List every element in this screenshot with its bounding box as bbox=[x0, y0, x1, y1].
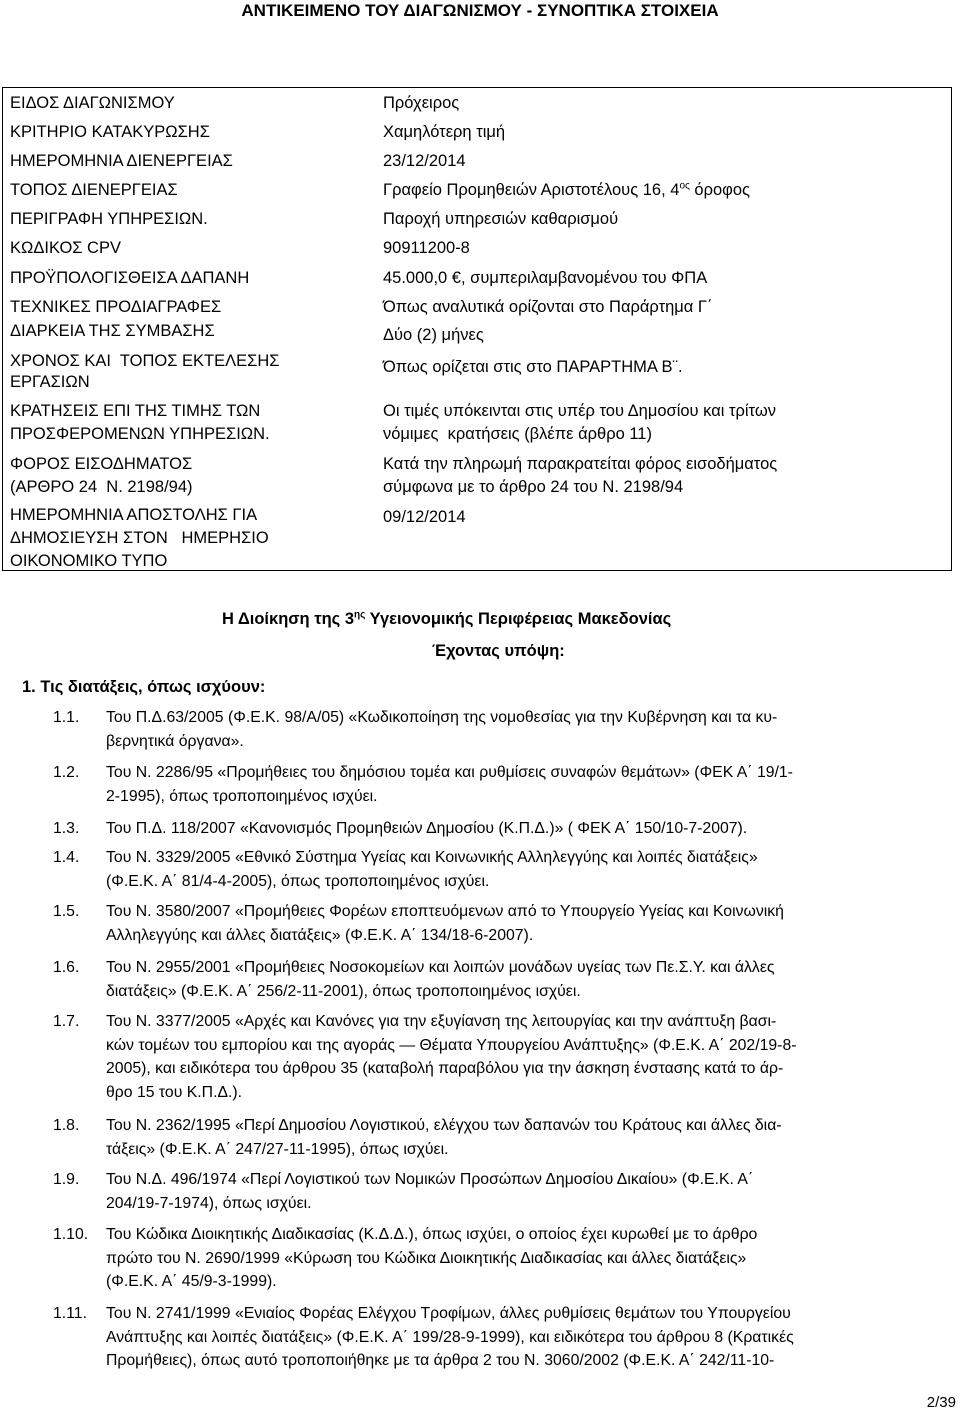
list-item-text: Του Ν. 3377/2005 «Αρχές και Κανόνες για την εξυγίανση της λειτουργίας και την ανάπτυξη βασι- bbox=[106, 1013, 777, 1030]
summary-value: 23/12/2014 bbox=[383, 152, 466, 170]
list-item-number: 1.3. bbox=[53, 820, 80, 837]
summary-label: ΔΗΜΟΣΙΕΥΣΗ ΣΤΟΝ ΗΜΕΡΗΣΙΟ bbox=[10, 529, 269, 547]
list-item-text: πρώτο του Ν. 2690/1999 «Κύρωση του Κώδικα Διοικητικής Διαδικασίας και άλλες διατάξεις» bbox=[106, 1249, 747, 1267]
list-item-text: τάξεις» (Φ.Ε.Κ. Α΄ 247/27-11-1995), όπως ισχύει. bbox=[106, 1140, 449, 1158]
summary-value-tail: όροφος bbox=[689, 181, 750, 199]
list-item-text: Του Ν. 2955/2001 «Προμήθειες Νοσοκομείων και λοιπών μονάδων υγείας των Πε.Σ.Υ. και άλλες bbox=[106, 959, 775, 976]
list-item-text: Αλληλεγγύης και άλλες διατάξεις» (Φ.Ε.Κ. Α΄ 134/18-6-2007). bbox=[106, 926, 534, 944]
summary-value-main: Γραφείο Προμηθειών Αριστοτέλους 16, 4 bbox=[383, 181, 680, 199]
list-item-text: 2005), και ειδικότερα του άρθρου 35 (καταβολή παραβόλου για την άσκηση ένστασης κατά το άρ- bbox=[106, 1060, 784, 1077]
list-item-text: Του Ν. 3580/2007 «Προμήθειες Φορέων εποπτευόμενων από το Υπουργείο Υγείας και Κοινωνική bbox=[106, 903, 784, 920]
summary-value: 45.000,0 €, συμπεριλαμβανομένου του ΦΠΑ bbox=[383, 269, 708, 287]
list-item-text: Του Ν. 3329/2005 «Εθνικό Σύστημα Υγείας και Κοινωνικής Αλληλεγγύης και λοιπές διατάξεις» bbox=[106, 849, 758, 866]
summary-label: ΚΡΙΤΗΡΙΟ ΚΑΤΑΚΥΡΩΣΗΣ bbox=[10, 123, 210, 141]
list-item-text: (Φ.Ε.Κ. Α΄ 45/9-3-1999). bbox=[106, 1273, 277, 1290]
list-item-text: Του Ν. 2362/1995 «Περί Δημοσίου Λογιστικού, ελέγχου των δαπανών του Κράτους και άλλες δια- bbox=[106, 1117, 782, 1134]
list-item-number: 1.9. bbox=[53, 1171, 80, 1188]
summary-label: ΤΟΠΟΣ ΔΙΕΝΕΡΓΕΙΑΣ bbox=[10, 181, 178, 199]
list-item-text: Προμήθειες), όπως αυτό τροποποιήθηκε με τα άρθρα 2 του Ν. 3060/2002 (Φ.Ε.Κ. Α΄ 242/11-10- bbox=[106, 1352, 775, 1369]
list-item-text: Του Π.Δ. 118/2007 «Κανονισμός Προμηθειών Δημοσίου (Κ.Π.Δ.)» ( ΦΕΚ Α΄ 150/10-7-2007). bbox=[106, 820, 748, 837]
list-item-text: κών τομέων του εμπορίου και της αγοράς — Θέματα Υπουργείου Ανάπτυξης» (Φ.Ε.Κ. Α΄ 202/19-8- bbox=[106, 1036, 797, 1054]
summary-label: ΗΜΕΡΟΜΗΝΙΑ ΑΠΟΣΤΟΛΗΣ ΓΙΑ bbox=[10, 506, 258, 524]
summary-value: 09/12/2014 bbox=[383, 508, 466, 526]
summary-label: ΚΩΔΙΚΟΣ CPV bbox=[10, 239, 121, 257]
summary-value: Όπως ορίζεται στις στο ΠΑΡΑΡΤΗΜΑ Β¨. bbox=[383, 358, 683, 376]
authority-heading: Η Διοίκηση της $3^{\eta\varsigma}$ Υγειονομικής Περιφέρειας Μακεδονίας bbox=[222, 609, 672, 628]
summary-value: Παροχή υπηρεσιών καθαρισμού bbox=[383, 210, 619, 228]
list-item-number: 1.4. bbox=[53, 849, 80, 866]
list-item-text: θρο 15 του Κ.Π.Δ.). bbox=[106, 1083, 243, 1101]
summary-value: Δύο (2) μήνες bbox=[383, 326, 484, 344]
ordinal-suffix: ος bbox=[679, 180, 690, 192]
list-item-number: 1.2. bbox=[53, 764, 80, 781]
list-item-text: 2-1995), όπως τροποποιημένος ισχύει. bbox=[106, 787, 378, 805]
summary-label: ΔΙΑΡΚΕΙΑ ΤΗΣ ΣΥΜΒΑΣΗΣ bbox=[10, 322, 215, 340]
summary-value: Κατά την πληρωμή παρακρατείται φόρος εισοδήματος bbox=[383, 455, 778, 473]
list-item-number: 1.8. bbox=[53, 1117, 80, 1134]
list-item-text: βερνητικά όργανα». bbox=[106, 732, 244, 750]
list-item-number: 1.1. bbox=[53, 709, 80, 726]
considering-heading: Έχοντας υπόψη: bbox=[432, 642, 565, 660]
summary-label: ΦΟΡΟΣ ΕΙΣΟΔΗΜΑΤΟΣ bbox=[10, 455, 193, 473]
summary-label: ΚΡΑΤΗΣΕΙΣ ΕΠΙ ΤΗΣ ΤΙΜΗΣ ΤΩΝ bbox=[10, 402, 261, 420]
summary-value: Οι τιμές υπόκεινται στις υπέρ του Δημοσίου και τρίτων bbox=[383, 402, 776, 420]
summary-value: σύμφωνα με το άρθρο 24 του Ν. 2198/94 bbox=[383, 478, 684, 496]
summary-label: ΤΕΧΝΙΚΕΣ ΠΡΟΔΙΑΓΡΑΦΕΣ bbox=[10, 298, 222, 316]
list-item-text: Του Ν. 2741/1999 «Ενιαίος Φορέας Ελέγχου Τροφίμων, άλλες ρυθμίσεις θεμάτων του Υπουργείου bbox=[106, 1305, 791, 1322]
summary-value: 90911200-8 bbox=[383, 239, 470, 257]
list-item-text: (Φ.Ε.Κ. Α΄ 81/4-4-2005), όπως τροποποιημένος ισχύει. bbox=[106, 872, 490, 890]
list-item-text: Του Ν. 2286/95 «Προμήθειες του δημόσιου τομέα και ρυθμίσεις συναφών θεμάτων» (ΦΕΚ Α΄ 19/1- bbox=[106, 764, 793, 781]
summary-label: ΕΡΓΑΣΙΩΝ bbox=[10, 373, 90, 391]
list-item-text: Του Ν.Δ. 496/1974 «Περί Λογιστικού των Νομικών Προσώπων Δημοσίου Δικαίου» (Φ.Ε.Κ. Α΄ bbox=[106, 1171, 754, 1188]
page-number: 2/39 bbox=[926, 1394, 956, 1411]
list-item-text: Του Π.Δ.63/2005 (Φ.Ε.Κ. 98/Α/05) «Κωδικοποίηση της νομοθεσίας για την Κυβέρνηση και τα κυ- bbox=[106, 709, 778, 726]
summary-value: νόμιμες κρατήσεις (βλέπε άρθρο 11) bbox=[383, 425, 652, 443]
list-item-number: 1.10. bbox=[53, 1226, 89, 1243]
summary-value bbox=[383, 179, 750, 201]
summary-value: Πρόχειρος bbox=[383, 94, 460, 112]
summary-label: ΕΙΔΟΣ ΔΙΑΓΩΝΙΣΜΟΥ bbox=[10, 94, 175, 112]
summary-label: ΠΡΟΫΠΟΛΟΓΙΣΘΕΙΣΑ ΔΑΠΑΝΗ bbox=[10, 269, 250, 287]
section-heading: 1. Τις διατάξεις, όπως ισχύουν: bbox=[22, 678, 266, 696]
list-item-text: 204/19-7-1974), όπως ισχύει. bbox=[106, 1194, 312, 1212]
summary-value: Χαμηλότερη τιμή bbox=[383, 123, 506, 141]
page-title: ΑΝΤΙΚΕΙΜΕΝΟ ΤΟΥ ΔΙΑΓΩΝΙΣΜΟΥ - ΣΥΝΟΠΤΙΚΑ ΣΤΟΙΧΕΙΑ bbox=[241, 1, 719, 20]
summary-label: ΠΕΡΙΓΡΑΦΗ ΥΠΗΡΕΣΙΩΝ. bbox=[10, 210, 208, 228]
list-item-number: 1.7. bbox=[53, 1013, 80, 1030]
list-item-text: Ανάπτυξης και λοιπές διατάξεις» (Φ.Ε.Κ. Α΄ 199/28-9-1999), και ειδικότερα του άρθρου 8 (Κρατικές bbox=[106, 1328, 794, 1346]
list-item-number: 1.5. bbox=[53, 903, 80, 920]
list-item-text: Του Κώδικα Διοικητικής Διαδικασίας (Κ.Δ.Δ.), όπως ισχύει, ο οποίος έχει κυρωθεί με το άρθρο bbox=[106, 1226, 758, 1243]
summary-label: ΗΜΕΡΟΜΗΝΙΑ ΔΙΕΝΕΡΓΕΙΑΣ bbox=[10, 152, 233, 170]
summary-label: ΟΙΚΟΝΟΜΙΚΟ ΤΥΠΟ bbox=[10, 552, 168, 570]
summary-label: ΧΡΟΝΟΣ ΚΑΙ ΤΟΠΟΣ ΕΚΤΕΛΕΣΗΣ bbox=[10, 352, 280, 370]
summary-value: Όπως αναλυτικά ορίζονται στο Παράρτημα Γ΄ bbox=[383, 298, 713, 316]
summary-label: (ΑΡΘΡΟ 24 Ν. 2198/94) bbox=[10, 478, 193, 496]
summary-label: ΠΡΟΣΦΕΡΟΜΕΝΩΝ ΥΠΗΡΕΣΙΩΝ. bbox=[10, 425, 270, 443]
list-item-text: διατάξεις» (Φ.Ε.Κ. Α΄ 256/2-11-2001), όπως τροποποιημένος ισχύει. bbox=[106, 982, 581, 1000]
list-item-number: 1.6. bbox=[53, 959, 80, 976]
ordinal-suffix: ης bbox=[354, 609, 366, 621]
list-item-number: 1.11. bbox=[53, 1305, 87, 1322]
